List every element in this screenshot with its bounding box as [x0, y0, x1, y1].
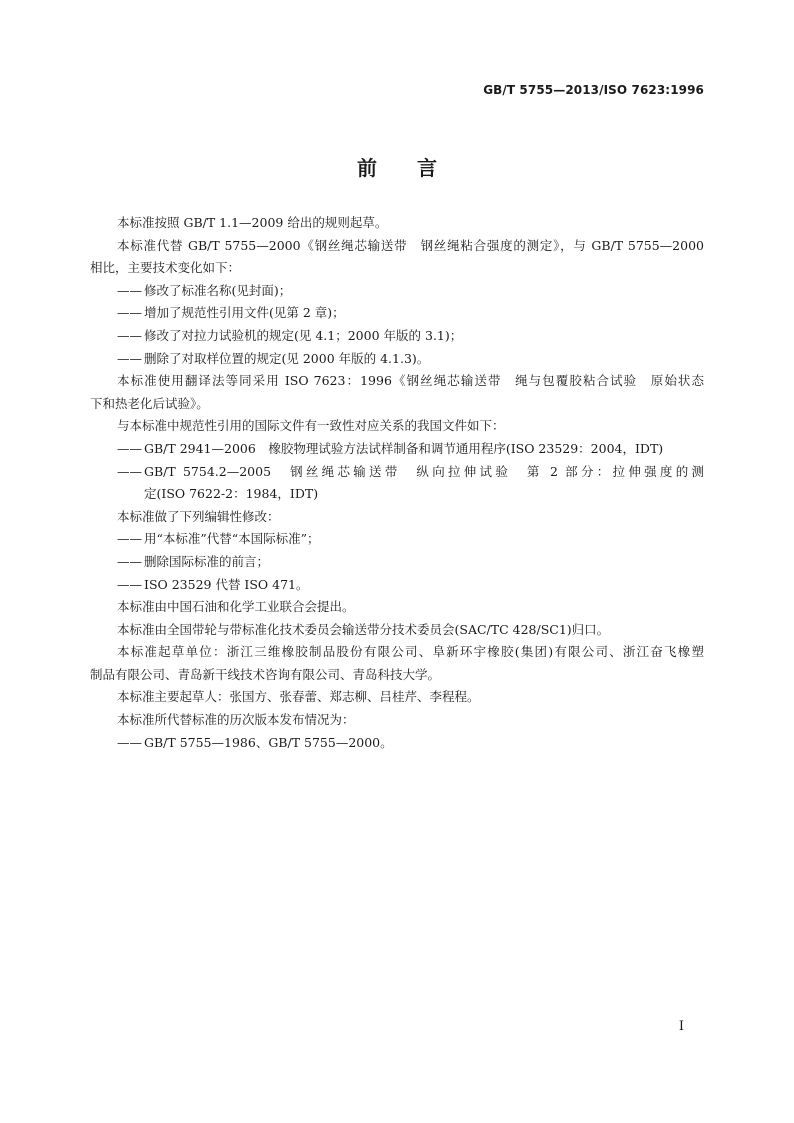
standard-code-header: GB/T 5755—2013/ISO 7623:1996 — [483, 83, 704, 97]
list-item — [90, 438, 704, 461]
list-item — [90, 280, 704, 303]
list-item — [90, 732, 704, 755]
list-item-text: ISO 23529 代替 ISO 471。 — [144, 576, 309, 592]
list-item-text: 修改了对拉力试验机的规定(见 4.1；2000 年版的 3.1)； — [144, 327, 463, 343]
list-item-text: 删除国际标准的前言； — [144, 553, 270, 569]
dash-marker: —— — [117, 463, 142, 479]
list-item-text: 删除了对取样位置的规定(见 2000 年版的 4.1.3)。 — [144, 350, 430, 366]
list-item — [90, 528, 704, 551]
list-item-text: 增加了规范性引用文件(见第 2 章)； — [144, 305, 345, 321]
dash-marker: —— — [117, 553, 142, 569]
paragraph-history: 本标准所代替标准的历次版本发布情况为： — [117, 712, 355, 728]
paragraph-drafting-rules: 本标准按照 GB/T 1.1—2009 给出的规则起草。 — [117, 215, 388, 230]
preface-body — [90, 212, 704, 754]
paragraph-adoption-line2: 下和热老化后试验》。 — [90, 395, 209, 411]
paragraph-under-jurisdiction: 本标准由全国带轮与带标准化技术委员会输送带分技术委员会(SAC/TC 428/SC1)归口。 — [117, 621, 610, 637]
list-item — [90, 302, 704, 325]
paragraph-drafting-units-line1: 本标准起草单位：浙江三维橡胶制品股份有限公司、阜新环宇橡胶(集团)有限公司、浙江奋飞橡塑 — [117, 644, 704, 660]
dash-marker: —— — [117, 327, 142, 343]
paragraph-drafting-units-line2: 制品有限公司、青岛新干线技术咨询有限公司、青岛科技大学。 — [90, 666, 441, 682]
paragraph-correspondence: 与本标准中规范性引用的国际文件有一致性对应关系的我国文件如下： — [117, 418, 505, 434]
list-item — [90, 348, 704, 371]
dash-marker: —— — [117, 576, 142, 592]
title-char-1: 前 — [357, 156, 377, 180]
list-item-text: 用“本标准”代替“本国际标准”； — [144, 531, 320, 547]
dash-marker: —— — [117, 350, 142, 366]
paragraph-drafters: 本标准主要起草人：张国方、张春蕾、郑志柳、吕桂芹、李程程。 — [117, 689, 480, 705]
dash-marker: —— — [117, 734, 142, 750]
list-item — [90, 574, 704, 597]
list-item-continuation: 定(ISO 7622-2：1984，IDT) — [144, 486, 319, 502]
list-item — [90, 551, 704, 574]
dash-marker: —— — [117, 282, 142, 298]
dash-marker: —— — [117, 305, 142, 321]
paragraph-proposed-by: 本标准由中国石油和化学工业联合会提出。 — [117, 599, 355, 615]
list-item — [90, 325, 704, 348]
list-item-text: 修改了标准名称(见封面)； — [144, 282, 292, 298]
page-title — [0, 152, 794, 181]
paragraph-editorial: 本标准做了下列编辑性修改： — [117, 508, 280, 524]
paragraph-replaces-line2: 相比，主要技术变化如下： — [90, 260, 241, 276]
list-item-text: GB/T 5755—1986、GB/T 5755—2000。 — [144, 734, 393, 750]
page-number: I — [678, 1019, 684, 1034]
title-char-2: 言 — [417, 156, 437, 180]
list-item — [90, 461, 704, 484]
paragraph-adoption-line1: 本标准使用翻译法等同采用 ISO 7623：1996《钢丝绳芯输送带 绳与包覆胶粘合试验 原始状态 — [117, 373, 704, 389]
list-item-text: GB/T 2941—2006 橡胶物理试验方法试样制备和调节通用程序(ISO 23529：2004，IDT) — [144, 440, 664, 456]
paragraph-replaces-line1: 本标准代替 GB/T 5755—2000《钢丝绳芯输送带 钢丝绳粘合强度的测定》，与 GB/T 5755—2000 — [117, 237, 704, 253]
list-item-text: GB/T 5754.2—2005 钢丝绳芯输送带 纵向拉伸试验 第 2 部分：拉伸强度的测 — [144, 463, 704, 479]
dash-marker: —— — [117, 440, 142, 456]
dash-marker: —— — [117, 531, 142, 547]
